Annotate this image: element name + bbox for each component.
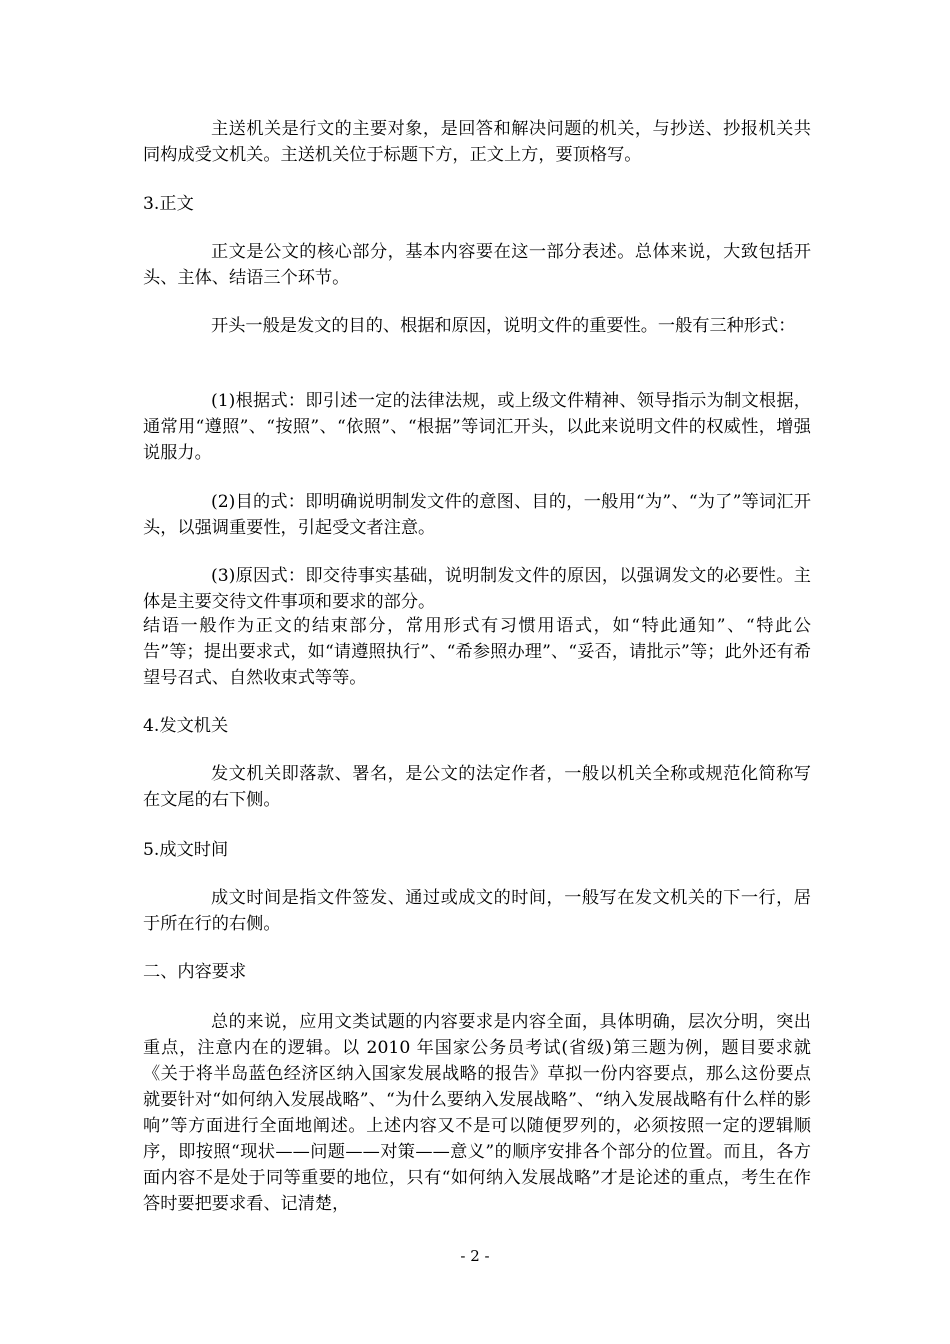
paragraph-basis-form: (1)根据式：即引述一定的法律法规，或上级文件精神、领导指示为制文根据，通常用“遵照”、“按照”、“依照”、“根据”等词汇开头，以此来说明文件的权威性，增强说服力。 — [143, 391, 811, 463]
heading-issuing-authority: 4.发文机关 — [143, 716, 229, 736]
paragraph-conclusion: 结语一般作为正文的结束部分，常用形式有习惯用语式，如“特此通知”、“特此公告”等；提出要求式，如“请遵照执行”、“希参照办理”、“妥否，请批示”等；此外还有希望号召式、自然收束式等等。 — [143, 616, 811, 688]
heading-main-text: 3.正文 — [143, 194, 194, 214]
paragraph-reason-form: (3)原因式：即交待事实基础，说明制发文件的原因，以强调发文的必要性。主体是主要交待文件事项和要求的部分。 — [143, 566, 811, 612]
paragraph-purpose-form: (2)目的式：即明确说明制发文件的意图、目的，一般用“为”、“为了”等词汇开头，以强调重要性，引起受文者注意。 — [143, 492, 811, 538]
page-number: - 2 - — [460, 1247, 490, 1265]
heading-date: 5.成文时间 — [143, 840, 229, 860]
heading-content-requirements: 二、内容要求 — [143, 962, 247, 982]
paragraph-date: 成文时间是指文件签发、通过或成文的时间，一般写在发文机关的下一行，居于所在行的右侧。 — [143, 888, 811, 934]
paragraph-main-recipient: 主送机关是行文的主要对象，是回答和解决问题的机关，与抄送、抄报机关共同构成受文机关。主送机关位于标题下方，正文上方，要顶格写。 — [143, 119, 811, 165]
paragraph-content-requirements: 总的来说，应用文类试题的内容要求是内容全面，具体明确，层次分明，突出重点，注意内在的逻辑。以 2010 年国家公务员考试(省级)第三题为例，题目要求就《关于将半岛蓝色经济区纳入国家发展战略的报告》草拟一份内容要点，那么这份要点就要针对“如何纳入发展战略”、“为什么要纳入发展战略”、“纳入发展战略有什么样的影响”等方面进行全面地阐述。上述内容又不是可以随便罗列的，必须按照一定的逻辑顺序，即按照“现状——问题——对策——意义”的顺序安排各个部分的位置。而且，各方面内容不是处于同等重要的地位，只有“如何纳入发展战略”才是论述的重点，考生在作答时要把要求看、记清楚， — [143, 1012, 811, 1214]
paragraph-issuing-authority: 发文机关即落款、署名，是公文的法定作者，一般以机关全称或规范化简称写在文尾的右下侧。 — [143, 764, 811, 810]
paragraph-opening: 开头一般是发文的目的、根据和原因，说明文件的重要性。一般有三种形式： — [211, 316, 796, 336]
paragraph-main-text-intro: 正文是公文的核心部分，基本内容要在这一部分表述。总体来说，大致包括开头、主体、结语三个环节。 — [143, 242, 811, 288]
